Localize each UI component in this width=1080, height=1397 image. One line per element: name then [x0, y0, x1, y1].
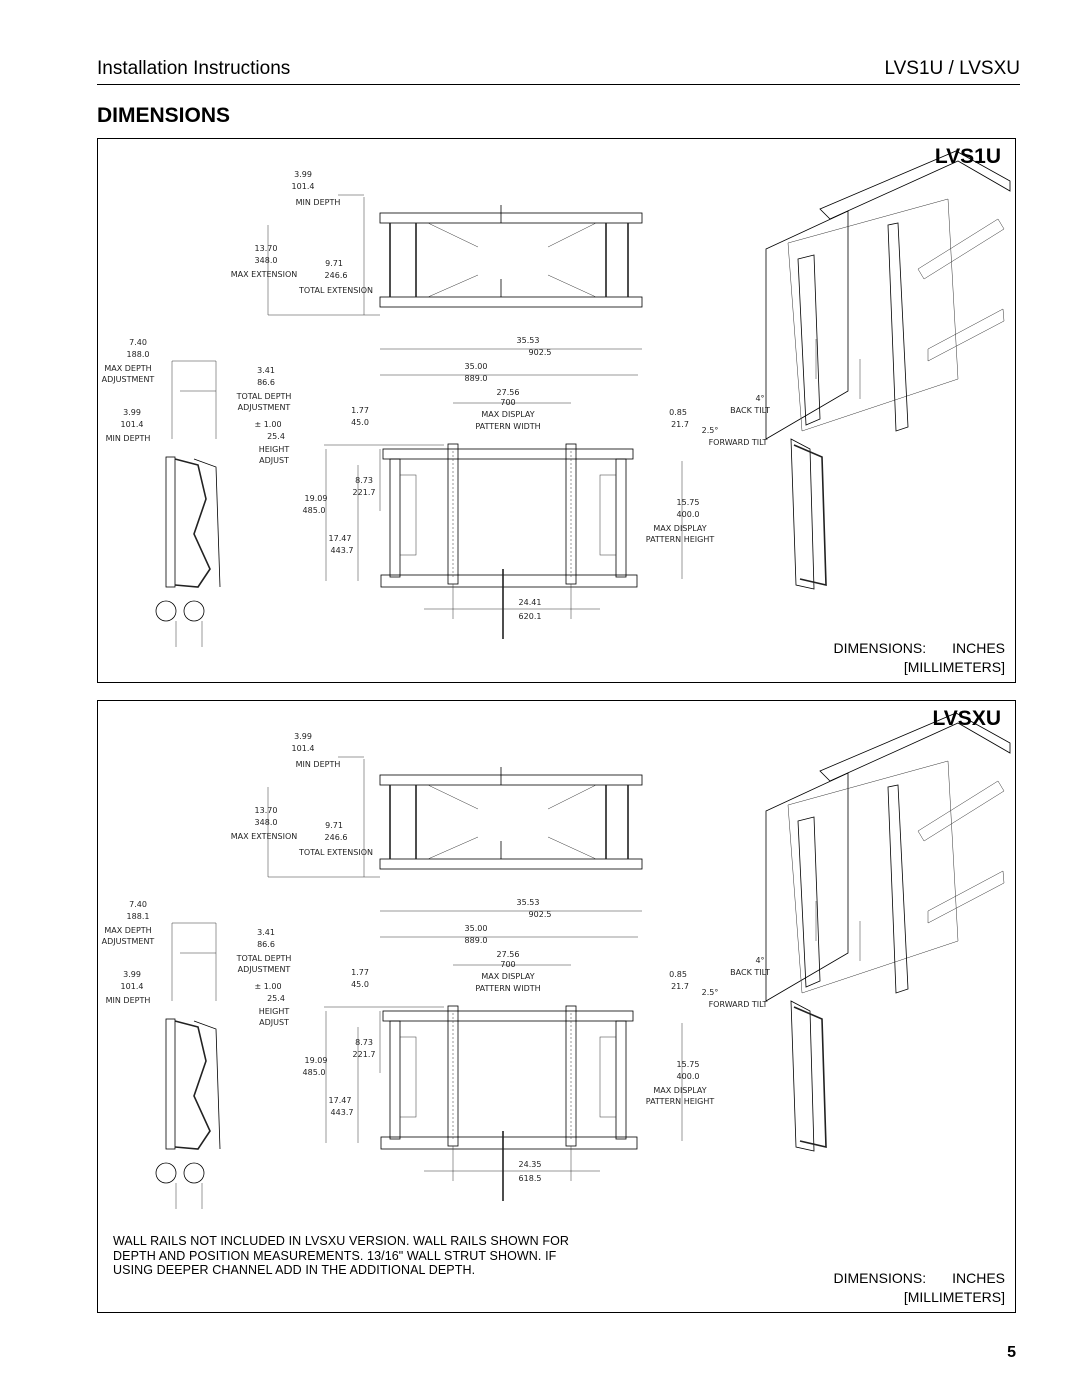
dim-value: 4° [755, 956, 765, 965]
dim-value-mm: 25.4 [267, 994, 285, 1003]
dimensions-legend: DIMENSIONS: INCHES [MILLIMETERS] [833, 1270, 1005, 1305]
header-model: LVS1U / LVSXU [884, 58, 1020, 79]
dim-value-mm: 348.0 [254, 818, 278, 827]
dim-value-mm: 45.0 [351, 980, 369, 989]
dim-value: 13.70 [254, 806, 278, 815]
dim-value: 27.56 [496, 950, 520, 959]
header-rule [97, 84, 1020, 85]
dim-label: BACK TILT [730, 406, 770, 415]
dim-value: 8.73 [355, 1038, 373, 1047]
wall-rails-note: WALL RAILS NOT INCLUDED IN LVSXU VERSION. WALL RAILS SHOWN FOR DEPTH AND POSITION MEASUREMENTS. 13/16" WALL STRUT SHOWN. IF USING DEEPER CHANNEL ADD IN THE ADDITIONAL DEPTH. [113, 1234, 570, 1277]
dim-value: 35.00 [464, 924, 488, 933]
dim-value: 35.53 [516, 898, 540, 907]
panel-title: LVSXU [932, 707, 1001, 730]
dim-value: 15.75 [676, 498, 700, 507]
panel-lvs1u [97, 138, 1016, 683]
dim-value: 8.73 [355, 476, 373, 485]
dim-value: 19.09 [304, 1056, 328, 1065]
dim-label: MAX DISPLAY [653, 1086, 707, 1095]
dim-value: 15.75 [676, 1060, 700, 1069]
dim-label: TOTAL DEPTH [236, 954, 292, 963]
dim-value: 24.41 [518, 598, 542, 607]
dim-value-mm: 618.5 [518, 1174, 542, 1183]
dim-value-mm: 21.7 [671, 420, 689, 429]
dim-value-mm: 101.4 [120, 982, 144, 991]
dim-value-mm: 21.7 [671, 982, 689, 991]
dim-label: FORWARD TILT [708, 1000, 768, 1009]
dim-value: 7.40 [129, 900, 147, 909]
dim-value-mm: 700 [500, 398, 516, 407]
dim-value: 0.85 [669, 408, 687, 417]
dim-value: 27.56 [496, 388, 520, 397]
dim-label: TOTAL EXTENSION [299, 286, 373, 295]
dim-value-mm: 45.0 [351, 418, 369, 427]
dim-value-mm: 101.4 [291, 182, 315, 191]
dim-value-mm: 348.0 [254, 256, 278, 265]
dim-value-mm: 902.5 [528, 348, 552, 357]
dim-value-mm: 246.6 [324, 833, 348, 842]
dim-value: 2.5° [701, 988, 719, 997]
dimensions-legend: DIMENSIONS: INCHES [MILLIMETERS] [833, 640, 1005, 675]
dim-label: ADJUSTMENT [237, 965, 291, 974]
dim-value-mm: 221.7 [352, 1050, 376, 1059]
dim-value: 17.47 [328, 1096, 352, 1105]
dim-value-mm: 485.0 [302, 1068, 326, 1077]
dim-value-mm: 101.4 [120, 420, 144, 429]
dim-value-mm: 620.1 [518, 612, 542, 621]
dim-label: MAX DISPLAY [481, 410, 535, 419]
dim-label: PATTERN HEIGHT [645, 535, 715, 544]
header-title: Installation Instructions [97, 58, 291, 79]
dim-value-mm: 889.0 [464, 374, 488, 383]
dim-label: MIN DEPTH [105, 996, 151, 1005]
dim-value: 3.99 [294, 170, 312, 179]
dim-label: MAX DEPTH [104, 926, 152, 935]
technical-drawing [98, 701, 1015, 1221]
dim-value-mm: 400.0 [676, 1072, 700, 1081]
dim-label: ADJUSTMENT [101, 375, 155, 384]
dim-value: 3.99 [123, 408, 141, 417]
dim-value-mm: 86.6 [257, 940, 275, 949]
dim-value: 3.41 [257, 366, 275, 375]
dim-value-mm: 188.0 [126, 350, 150, 359]
dim-value: 0.85 [669, 970, 687, 979]
dim-label: PATTERN WIDTH [475, 984, 541, 993]
dim-value: 19.09 [304, 494, 328, 503]
dim-value-mm: 889.0 [464, 936, 488, 945]
dim-value: 17.47 [328, 534, 352, 543]
dim-label: MAX DISPLAY [653, 524, 707, 533]
dim-value-mm: 25.4 [267, 432, 285, 441]
dim-value-mm: 86.6 [257, 378, 275, 387]
dim-value: 9.71 [325, 259, 343, 268]
dim-value: ± 1.00 [254, 420, 282, 429]
dim-label: HEIGHT [258, 445, 290, 454]
dim-value: 1.77 [351, 968, 369, 977]
dim-value: 3.41 [257, 928, 275, 937]
dim-label: MAX DEPTH [104, 364, 152, 373]
dim-label: TOTAL EXTENSION [299, 848, 373, 857]
dim-value: 7.40 [129, 338, 147, 347]
dim-value-mm: 101.4 [291, 744, 315, 753]
dim-value-mm: 400.0 [676, 510, 700, 519]
dim-value: 13.70 [254, 244, 278, 253]
dim-label: PATTERN HEIGHT [645, 1097, 715, 1106]
dim-label: ADJUST [259, 1018, 289, 1027]
dim-label: TOTAL DEPTH [236, 392, 292, 401]
dim-value-mm: 485.0 [302, 506, 326, 515]
dim-label: HEIGHT [258, 1007, 290, 1016]
dim-label: FORWARD TILT [708, 438, 768, 447]
dim-value: 1.77 [351, 406, 369, 415]
dim-value-mm: 188.1 [126, 912, 150, 921]
dim-value-mm: 700 [500, 960, 516, 969]
dim-label: BACK TILT [730, 968, 770, 977]
dim-label: MAX EXTENSION [230, 270, 298, 279]
page-number: 5 [1007, 1344, 1016, 1361]
dim-value: 9.71 [325, 821, 343, 830]
dim-value-mm: 443.7 [330, 1108, 354, 1117]
dim-value: ± 1.00 [254, 982, 282, 991]
dim-label: MAX EXTENSION [230, 832, 298, 841]
dim-label: ADJUSTMENT [101, 937, 155, 946]
dim-label: PATTERN WIDTH [475, 422, 541, 431]
dim-label: ADJUSTMENT [237, 403, 291, 412]
panel-title: LVS1U [934, 145, 1001, 168]
dim-label: MAX DISPLAY [481, 972, 535, 981]
dim-value-mm: 221.7 [352, 488, 376, 497]
dim-label: MIN DEPTH [105, 434, 151, 443]
dim-value: 35.53 [516, 336, 540, 345]
dim-value-mm: 443.7 [330, 546, 354, 555]
dim-value-mm: 902.5 [528, 910, 552, 919]
dim-value: 2.5° [701, 426, 719, 435]
dim-label: MIN DEPTH [295, 760, 341, 769]
dim-value: 35.00 [464, 362, 488, 371]
dim-label: ADJUST [259, 456, 289, 465]
panel-lvsxu [97, 700, 1016, 1313]
dim-value-mm: 246.6 [324, 271, 348, 280]
dim-value: 3.99 [123, 970, 141, 979]
dim-value: 3.99 [294, 732, 312, 741]
dim-value: 4° [755, 394, 765, 403]
technical-drawing [98, 139, 1015, 659]
dim-label: MIN DEPTH [295, 198, 341, 207]
section-title: DIMENSIONS [97, 104, 231, 127]
dim-value: 24.35 [518, 1160, 542, 1169]
